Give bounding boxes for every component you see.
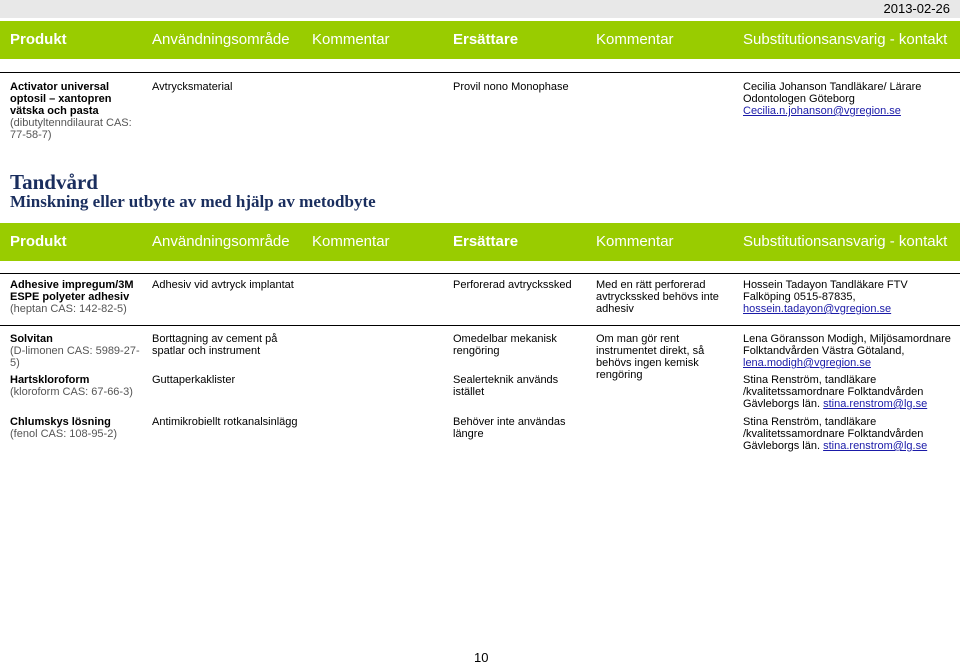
table-row-anvandning: Adhesiv vid avtryck implantat [152, 279, 294, 291]
header-substitutionsansvarig: Substitutionsansvarig - kontakt [743, 31, 948, 48]
table-row-produkt [10, 374, 142, 398]
table-row-produkt [10, 279, 142, 315]
top-row-anvandning: Avtrycksmaterial [152, 81, 233, 93]
header-kommentar: Kommentar [312, 233, 390, 250]
header-anvandningsomrade: Användningsområde [152, 31, 290, 48]
produkt-detail: (D-limonen CAS: 5989-27-5) [10, 345, 140, 369]
document-date: 2013-02-26 [883, 1, 950, 16]
top-row-kontakt [743, 81, 953, 117]
produkt-name: Adhesive impregum/3M ESPE polyeter adhesiv [10, 279, 134, 303]
table-row-anvandning: Borttagning av cement på spatlar och instrument [152, 333, 278, 357]
kontakt-text: Stina Renström, tandläkare /kvalitetssamordnare Folktandvården Gävleborgs län. [743, 416, 924, 452]
produkt-detail: (kloroform CAS: 67-66-3) [10, 386, 133, 398]
table-row-anvandning: Guttaperkaklister [152, 374, 236, 386]
produkt-detail: (dibutyltenndilaurat CAS: 77-58-7) [10, 117, 132, 141]
header-kommentar: Kommentar [312, 31, 390, 48]
kontakt-email-link[interactable]: stina.renstrom@lg.se [823, 398, 928, 410]
table-row-kontakt [743, 374, 933, 410]
table-header-main [0, 223, 960, 261]
header-kommentar-2: Kommentar [596, 31, 674, 48]
date-bar [0, 0, 960, 18]
top-row-ersattare: Provil nono Monophase [453, 81, 569, 93]
page-number: 10 [474, 650, 489, 665]
table-header-top [0, 21, 960, 59]
kontakt-text: Cecilia Johanson Tandläkare/ Lärare Odontologen Göteborg [743, 81, 922, 105]
table-row-produkt [10, 333, 142, 369]
table-row-ersattare: Behöver inte användas längre [453, 416, 566, 440]
kontakt-email-link[interactable]: lena.modigh@vgregion.se [743, 357, 871, 369]
kontakt-email-link[interactable]: Cecilia.n.johanson@vgregion.se [743, 105, 901, 117]
produkt-name: Hartskloroform [10, 374, 90, 386]
produkt-name: Solvitan [10, 333, 53, 345]
header-ersattare: Ersättare [453, 233, 519, 250]
divider [0, 325, 960, 326]
table-row-produkt [10, 416, 142, 440]
header-substitutionsansvarig: Substitutionsansvarig - kontakt [743, 233, 948, 250]
table-row-kommentar: Med en rätt perforerad avtryckssked behövs inte adhesiv [596, 279, 719, 315]
section-subtitle: Minskning eller utbyte av med hjälp av metodbyte [10, 192, 376, 211]
kontakt-email-link[interactable]: hossein.tadayon@vgregion.se [743, 303, 892, 315]
header-ersattare: Ersättare [453, 31, 519, 48]
table-row-ersattare: Sealerteknik används istället [453, 374, 559, 398]
kontakt-text: Hossein Tadayon Tandläkare FTV Falköping 0515-87835, [743, 279, 908, 303]
table-row-kommentar: Om man gör rent instrumentet direkt, så behövs ingen kemisk rengöring [596, 333, 705, 381]
table-row-anvandning: Antimikrobiellt rotkanalsinlägg [152, 416, 298, 428]
kontakt-text: Stina Renström, tandläkare /kvalitetssamordnare Folktandvården Gävleborgs län. [743, 374, 924, 410]
divider [0, 273, 960, 274]
header-anvandningsomrade: Användningsområde [152, 233, 290, 250]
produkt-name: Activator universal optosil – xantopren vätska och pasta [10, 81, 112, 117]
produkt-detail: (fenol CAS: 108-95-2) [10, 428, 117, 440]
header-produkt: Produkt [10, 31, 67, 48]
table-row-kontakt [743, 416, 933, 452]
top-row-produkt [10, 81, 142, 141]
section-title: Tandvård [10, 170, 98, 194]
produkt-detail: (heptan CAS: 142-82-5) [10, 303, 127, 315]
kontakt-email-link[interactable]: stina.renstrom@lg.se [823, 440, 928, 452]
kontakt-text: Lena Göransson Modigh, Miljösamordnare Folktandvården Västra Götaland, [743, 333, 951, 357]
header-kommentar-2: Kommentar [596, 233, 674, 250]
table-row-kontakt [743, 279, 953, 315]
table-row-kontakt [743, 333, 953, 369]
produkt-name: Chlumskys lösning [10, 416, 111, 428]
table-row-ersattare: Perforerad avtryckssked [453, 279, 572, 291]
header-produkt: Produkt [10, 233, 67, 250]
divider [0, 72, 960, 73]
table-row-ersattare: Omedelbar mekanisk rengöring [453, 333, 557, 357]
